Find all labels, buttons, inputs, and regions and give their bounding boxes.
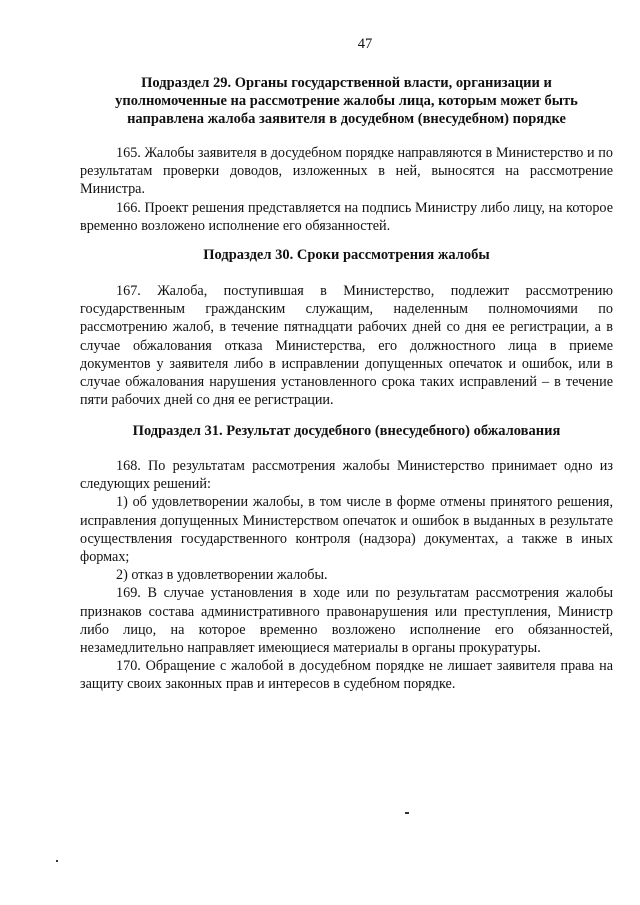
paragraph-168-item-1: 1) об удовлетворении жалобы, в том числе в форме отмены принятого решения, исправления допущенных Министерством опечаток и ошибок в выданных в результате осуществления государственного контроля (надзора) документах, а также в иных формах;	[80, 494, 613, 566]
paragraph-168: 168. По результатам рассмотрения жалобы Министерство принимает одно из следующих решений:	[80, 458, 613, 493]
page-number: 47	[357, 36, 373, 52]
paragraph-165: 165. Жалобы заявителя в досудебном порядке направляются в Министерство и по результатам проверки доводов, изложенных в ней, выносятся на рассмотрение Министра.	[80, 145, 613, 198]
section-31-heading	[80, 422, 613, 440]
section-30-heading	[80, 246, 613, 264]
heading-line: Подраздел 30. Сроки рассмотрения жалобы	[203, 247, 490, 263]
scan-speck	[56, 860, 58, 862]
heading-line: Подраздел 31. Результат досудебного (внесудебного) обжалования	[132, 423, 561, 439]
heading-line: уполномоченные на рассмотрение жалобы лица, которым может быть	[115, 93, 578, 109]
section-30-body	[80, 282, 613, 409]
paragraph-166: 166. Проект решения представляется на подпись Министру либо лицу, на которое временно возложено исполнение его обязанностей.	[80, 199, 613, 234]
section-29-body	[80, 144, 613, 235]
paragraph-167: 167. Жалоба, поступившая в Министерство, подлежит рассмотрению государственным гражданским служащим, наделенным полномочиями по рассмотрению жалоб, в течение пятнадцати рабочих дней со дня ее регистрации, а в случае обжалования отказа Министерства, его должностного лица в приеме документов у заявителя либо в исправлении допущенных опечаток и ошибок, или в случае обжалования нарушения установленного срока таких исправлений – в течение пяти рабочих дней со дня ее регистрации.	[80, 283, 613, 409]
paragraph-170: 170. Обращение с жалобой в досудебном порядке не лишает заявителя права на защиту своих законных прав и интересов в судебном порядке.	[80, 658, 613, 693]
scan-speck	[405, 812, 409, 814]
heading-line: направлена жалоба заявителя в досудебном (внесудебном) порядке	[127, 111, 566, 127]
paragraph-169: 169. В случае установления в ходе или по результатам рассмотрения жалобы признаков состава административного правонарушения или преступления, Министр либо лицо, на которое временно возложено исполнение его обязанностей, незамедлительно направляет имеющиеся материалы в органы прокуратуры.	[80, 585, 613, 657]
section-31-body	[80, 457, 613, 694]
paragraph-168-item-2: 2) отказ в удовлетворении жалобы.	[116, 567, 328, 584]
heading-line: Подраздел 29. Органы государственной власти, организации и	[141, 75, 552, 91]
section-29-heading	[80, 74, 613, 128]
